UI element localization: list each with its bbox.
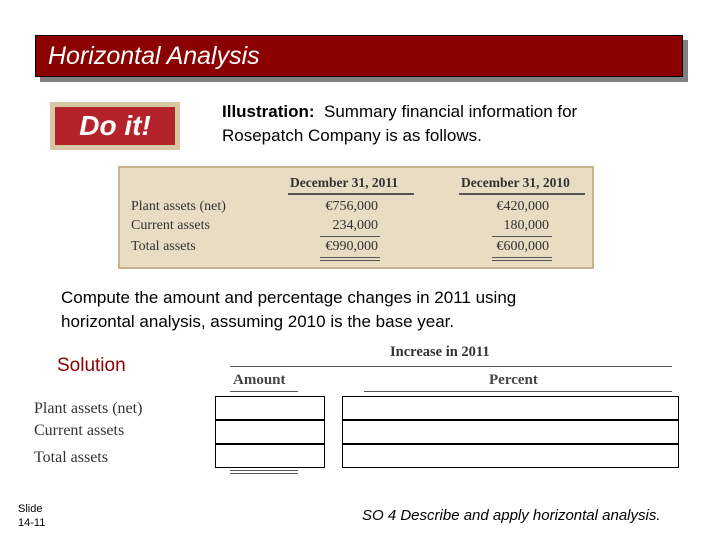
instructions-line2: horizontal analysis, assuming 2010 is the base year. xyxy=(61,312,455,331)
row-label-total-assets: Total assets xyxy=(131,239,196,254)
percent-column-header: Percent xyxy=(489,372,538,388)
cell-current-2010: 180,000 xyxy=(503,218,549,233)
amount-answer-box xyxy=(215,396,325,420)
solution-row-current-assets: Current assets xyxy=(34,422,125,439)
double-rule xyxy=(230,470,298,471)
cell-total-2010: €600,000 xyxy=(496,239,549,254)
do-it-badge xyxy=(50,102,180,150)
study-objective: SO 4 Describe and apply horizontal analysis. xyxy=(362,507,661,524)
amount-column-header: Amount xyxy=(233,372,286,388)
double-rule xyxy=(492,257,552,258)
cell-plant-2011: €756,000 xyxy=(325,199,378,214)
amount-header-rule xyxy=(230,391,298,392)
slide-number-value: 14-11 xyxy=(18,517,46,529)
solution-heading: Solution xyxy=(57,355,126,376)
column-header-2011: December 31, 2011 xyxy=(290,175,399,190)
solution-row-total-assets: Total assets xyxy=(34,449,108,466)
percent-answer-box xyxy=(342,444,679,468)
double-rule xyxy=(320,257,380,258)
cell-total-2011: €990,000 xyxy=(325,239,378,254)
row-label-plant-assets: Plant assets (net) xyxy=(131,199,226,214)
summary-table xyxy=(118,166,594,269)
slide-label: Slide xyxy=(18,503,43,515)
instructions-text xyxy=(61,286,661,334)
illustration-line1: Summary financial information for xyxy=(324,102,578,121)
percent-header-rule xyxy=(364,391,672,392)
double-rule xyxy=(320,260,380,261)
group-header-rule xyxy=(230,366,672,367)
double-rule xyxy=(230,473,298,474)
column-header-2010: December 31, 2010 xyxy=(461,175,570,190)
illustration-text xyxy=(222,100,702,148)
page-title: Horizontal Analysis xyxy=(48,42,260,70)
subtotal-rule xyxy=(492,236,552,237)
slide-number xyxy=(18,502,45,530)
percent-answer-box xyxy=(342,420,679,444)
header-underline xyxy=(459,193,585,195)
amount-answer-box xyxy=(215,420,325,444)
title-bar xyxy=(35,35,683,77)
illustration-lead: Illustration: xyxy=(222,102,315,121)
do-it-label: Do it! xyxy=(55,107,175,145)
header-underline xyxy=(288,193,414,195)
double-rule xyxy=(492,260,552,261)
cell-plant-2010: €420,000 xyxy=(496,199,549,214)
solution-row-plant-assets: Plant assets (net) xyxy=(34,400,143,417)
illustration-line2: Rosepatch Company is as follows. xyxy=(222,126,482,145)
cell-current-2011: 234,000 xyxy=(332,218,378,233)
amount-answer-box xyxy=(215,444,325,468)
percent-answer-box xyxy=(342,396,679,420)
instructions-line1: Compute the amount and percentage changes in 2011 using xyxy=(61,288,517,307)
row-label-current-assets: Current assets xyxy=(131,218,210,233)
increase-header: Increase in 2011 xyxy=(390,344,490,360)
subtotal-rule xyxy=(320,236,380,237)
